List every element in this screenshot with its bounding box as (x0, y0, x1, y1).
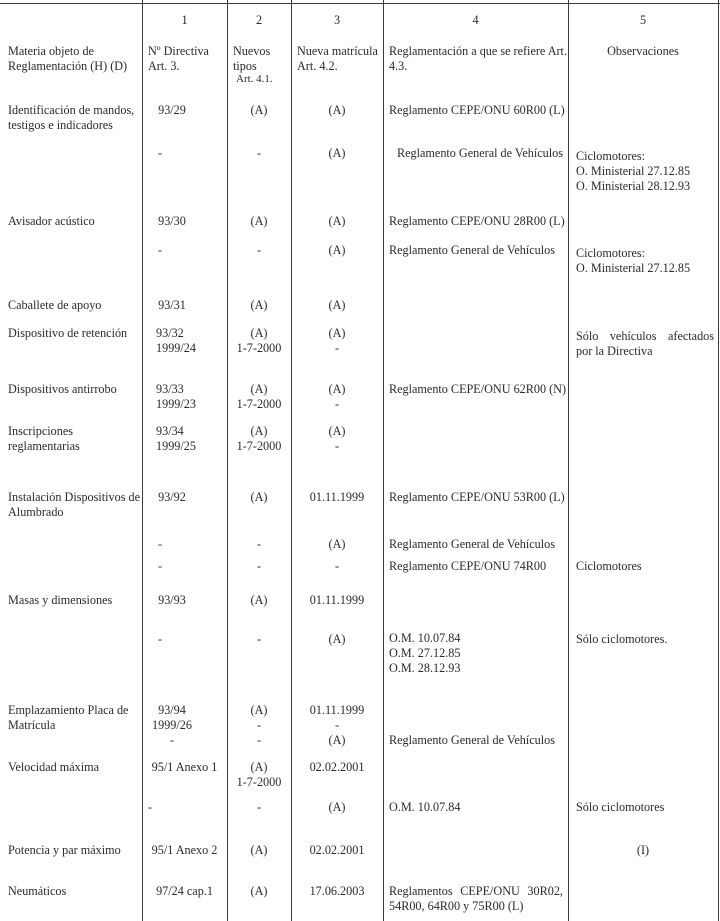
reglamentacion-cell: O.M. 10.07.84 (389, 800, 461, 814)
header-reglamentacion: Reglamentación a que se refiere Art. 4.3. (389, 44, 567, 73)
directiva-cell: 93/34 1999/25 (156, 424, 196, 453)
materia-cell: Neumáticos (8, 884, 67, 898)
matricula-cell: (A) (328, 214, 346, 228)
directiva-cell: 95/1 Anexo 1 (151, 760, 218, 774)
nuevos-tipos-cell: (A) 1-7-2000 (236, 326, 282, 355)
reglamentacion-cell: Reglamento General de Vehículos (397, 146, 563, 160)
nuevos-tipos-cell: (A) (250, 298, 268, 312)
materia-cell: Instalación Dispositivos de Alumbrado (8, 490, 141, 519)
table-right-border (718, 0, 719, 921)
materia-cell: Caballete de apoyo (8, 298, 102, 312)
matricula-cell: (A) - (328, 326, 346, 355)
reglamentacion-cell: Reglamento General de Vehículos (389, 733, 555, 747)
observaciones-word: vehículos (609, 329, 657, 343)
observaciones-cell: Ciclomotores (576, 559, 642, 573)
matricula-cell: (A) (328, 146, 346, 160)
matricula-cell: - (334, 559, 340, 573)
nuevos-tipos-cell: (A) 1-7-2000 (236, 760, 282, 789)
nuevos-tipos-cell: - (256, 632, 262, 646)
matricula-cell: 01.11.1999 (309, 593, 365, 607)
header-nuevos-tipos-art: Art. 4.1. (236, 73, 273, 85)
reglamentacion-word: CEPE/ONU (460, 884, 520, 898)
nuevos-tipos-cell: - (256, 146, 262, 160)
nuevos-tipos-cell: (A) (250, 214, 268, 228)
reglamentacion-word: Reglamentos (389, 884, 453, 898)
directiva-cell: 97/24 cap.1 (156, 884, 213, 898)
nuevos-tipos-cell: (A) (250, 884, 268, 898)
matricula-cell: (A) (328, 243, 346, 257)
directiva-cell: 93/94 1999/26 - (152, 703, 192, 747)
directiva-cell: 93/33 1999/23 (156, 382, 196, 411)
reglamentacion-cell: Reglamento CEPE/ONU 74R00 (389, 559, 547, 573)
matricula-cell: (A) - (328, 382, 346, 411)
observaciones-cell: Ciclomotores: O. Ministerial 27.12.85 (576, 246, 691, 275)
directiva-cell: - (157, 146, 163, 160)
header-nueva-matricula: Nueva matrícula Art. 4.2. (297, 44, 378, 73)
reglamentacion-justified-line (389, 884, 563, 899)
nuevos-tipos-cell: (A) (250, 103, 268, 117)
header-nuevos-tipos: Nuevos tipos (233, 44, 271, 73)
directiva-cell: 93/92 (158, 490, 186, 504)
nuevos-tipos-cell: (A) (250, 843, 268, 857)
column-divider (291, 0, 292, 921)
matricula-cell: 01.11.1999 (309, 490, 365, 504)
observaciones-cell: Ciclomotores: O. Ministerial 27.12.85 O. Ministerial 28.12.93 (576, 149, 691, 193)
materia-cell: Dispositivo de retención (8, 326, 128, 340)
matricula-cell: 01.11.1999 - (A) (309, 703, 365, 747)
materia-cell: Emplazamiento Placa de Matrícula (8, 703, 129, 732)
observaciones-word: Sólo (576, 329, 599, 343)
directiva-cell: - (148, 800, 153, 814)
matricula-cell: 02.02.2001 (309, 843, 365, 857)
directiva-cell: 95/1 Anexo 2 (151, 843, 218, 857)
observaciones-cell: (I) (636, 843, 650, 857)
reglamentacion-cell: Reglamento CEPE/ONU 62R00 (N) (389, 382, 567, 396)
column-number: 3 (333, 13, 341, 27)
nuevos-tipos-cell: - (256, 537, 262, 551)
observaciones-cell: Sólo ciclomotores. (576, 632, 668, 646)
nuevos-tipos-cell: (A) 1-7-2000 (236, 424, 282, 453)
directiva-cell: 93/31 (158, 298, 186, 312)
nuevos-tipos-cell: (A) (250, 490, 268, 504)
directiva-cell: 93/30 (158, 214, 186, 228)
nuevos-tipos-cell: (A) 1-7-2000 (236, 382, 282, 411)
reglamentacion-cell: Reglamento CEPE/ONU 53R00 (L) (389, 490, 565, 504)
reglamentacion-cell: Reglamento General de Vehículos (389, 537, 555, 551)
column-divider (568, 0, 569, 921)
table-top-border (0, 3, 720, 4)
column-divider (383, 0, 384, 921)
directiva-cell: 93/93 (158, 593, 186, 607)
matricula-cell: (A) (328, 800, 346, 814)
column-number: 4 (472, 13, 479, 27)
matricula-cell: (A) (328, 103, 346, 117)
materia-cell: Velocidad máxima (8, 760, 100, 774)
materia-cell: Masas y dimensiones (8, 593, 113, 607)
reglamentacion-cell: 54R00, 64R00 y 75R00 (L) (389, 899, 524, 913)
materia-cell: Inscripciones reglamentarias (8, 424, 80, 453)
matricula-cell: 02.02.2001 (309, 760, 365, 774)
matricula-cell: (A) (328, 298, 346, 312)
materia-cell: Avisador acústico (8, 214, 95, 228)
materia-cell: Dispositivos antirrobo (8, 382, 117, 396)
directiva-cell: - (157, 243, 163, 257)
header-directiva: Nº Directiva Art. 3. (148, 44, 209, 73)
column-number: 5 (639, 13, 647, 27)
matricula-cell: 17.06.2003 (309, 884, 365, 898)
nuevos-tipos-cell: (A) - - (250, 703, 268, 747)
materia-cell: Potencia y par máximo (8, 843, 121, 857)
reglamentacion-cell: Reglamento General de Vehículos (389, 243, 555, 257)
observaciones-cell: por la Directiva (576, 344, 653, 358)
nuevos-tipos-cell: - (256, 243, 262, 257)
directiva-cell: - (157, 537, 163, 551)
header-materia: Materia objeto de Reglamentación (H) (D) (8, 44, 128, 73)
reglamentacion-cell: O.M. 10.07.84 O.M. 27.12.85 O.M. 28.12.93 (389, 631, 461, 675)
matricula-cell: (A) (328, 632, 346, 646)
nuevos-tipos-cell: - (256, 559, 262, 573)
reglamentacion-cell: Reglamento CEPE/ONU 60R00 (L) (389, 103, 565, 117)
directiva-cell: 93/29 (158, 103, 186, 117)
reglamentacion-cell: Reglamento CEPE/ONU 28R00 (L) (389, 214, 565, 228)
directiva-cell: 93/32 1999/24 (156, 326, 196, 355)
matricula-cell: (A) - (328, 424, 346, 453)
materia-cell: Identificación de mandos, testigos e indicadores (8, 103, 135, 132)
matricula-cell: (A) (328, 537, 346, 551)
nuevos-tipos-cell: - (256, 800, 262, 814)
header-observaciones: Observaciones (607, 44, 679, 58)
directiva-cell: - (157, 559, 163, 573)
column-number: 2 (255, 13, 263, 27)
observaciones-cell: Sólo ciclomotores (576, 800, 665, 814)
column-divider (142, 0, 143, 921)
observaciones-justified-line (576, 329, 714, 344)
nuevos-tipos-cell: (A) (250, 593, 268, 607)
column-number: 1 (181, 13, 188, 27)
observaciones-word: afectados (667, 329, 714, 343)
reglamentacion-word: 30R02, (527, 884, 563, 898)
directiva-cell: - (157, 632, 163, 646)
